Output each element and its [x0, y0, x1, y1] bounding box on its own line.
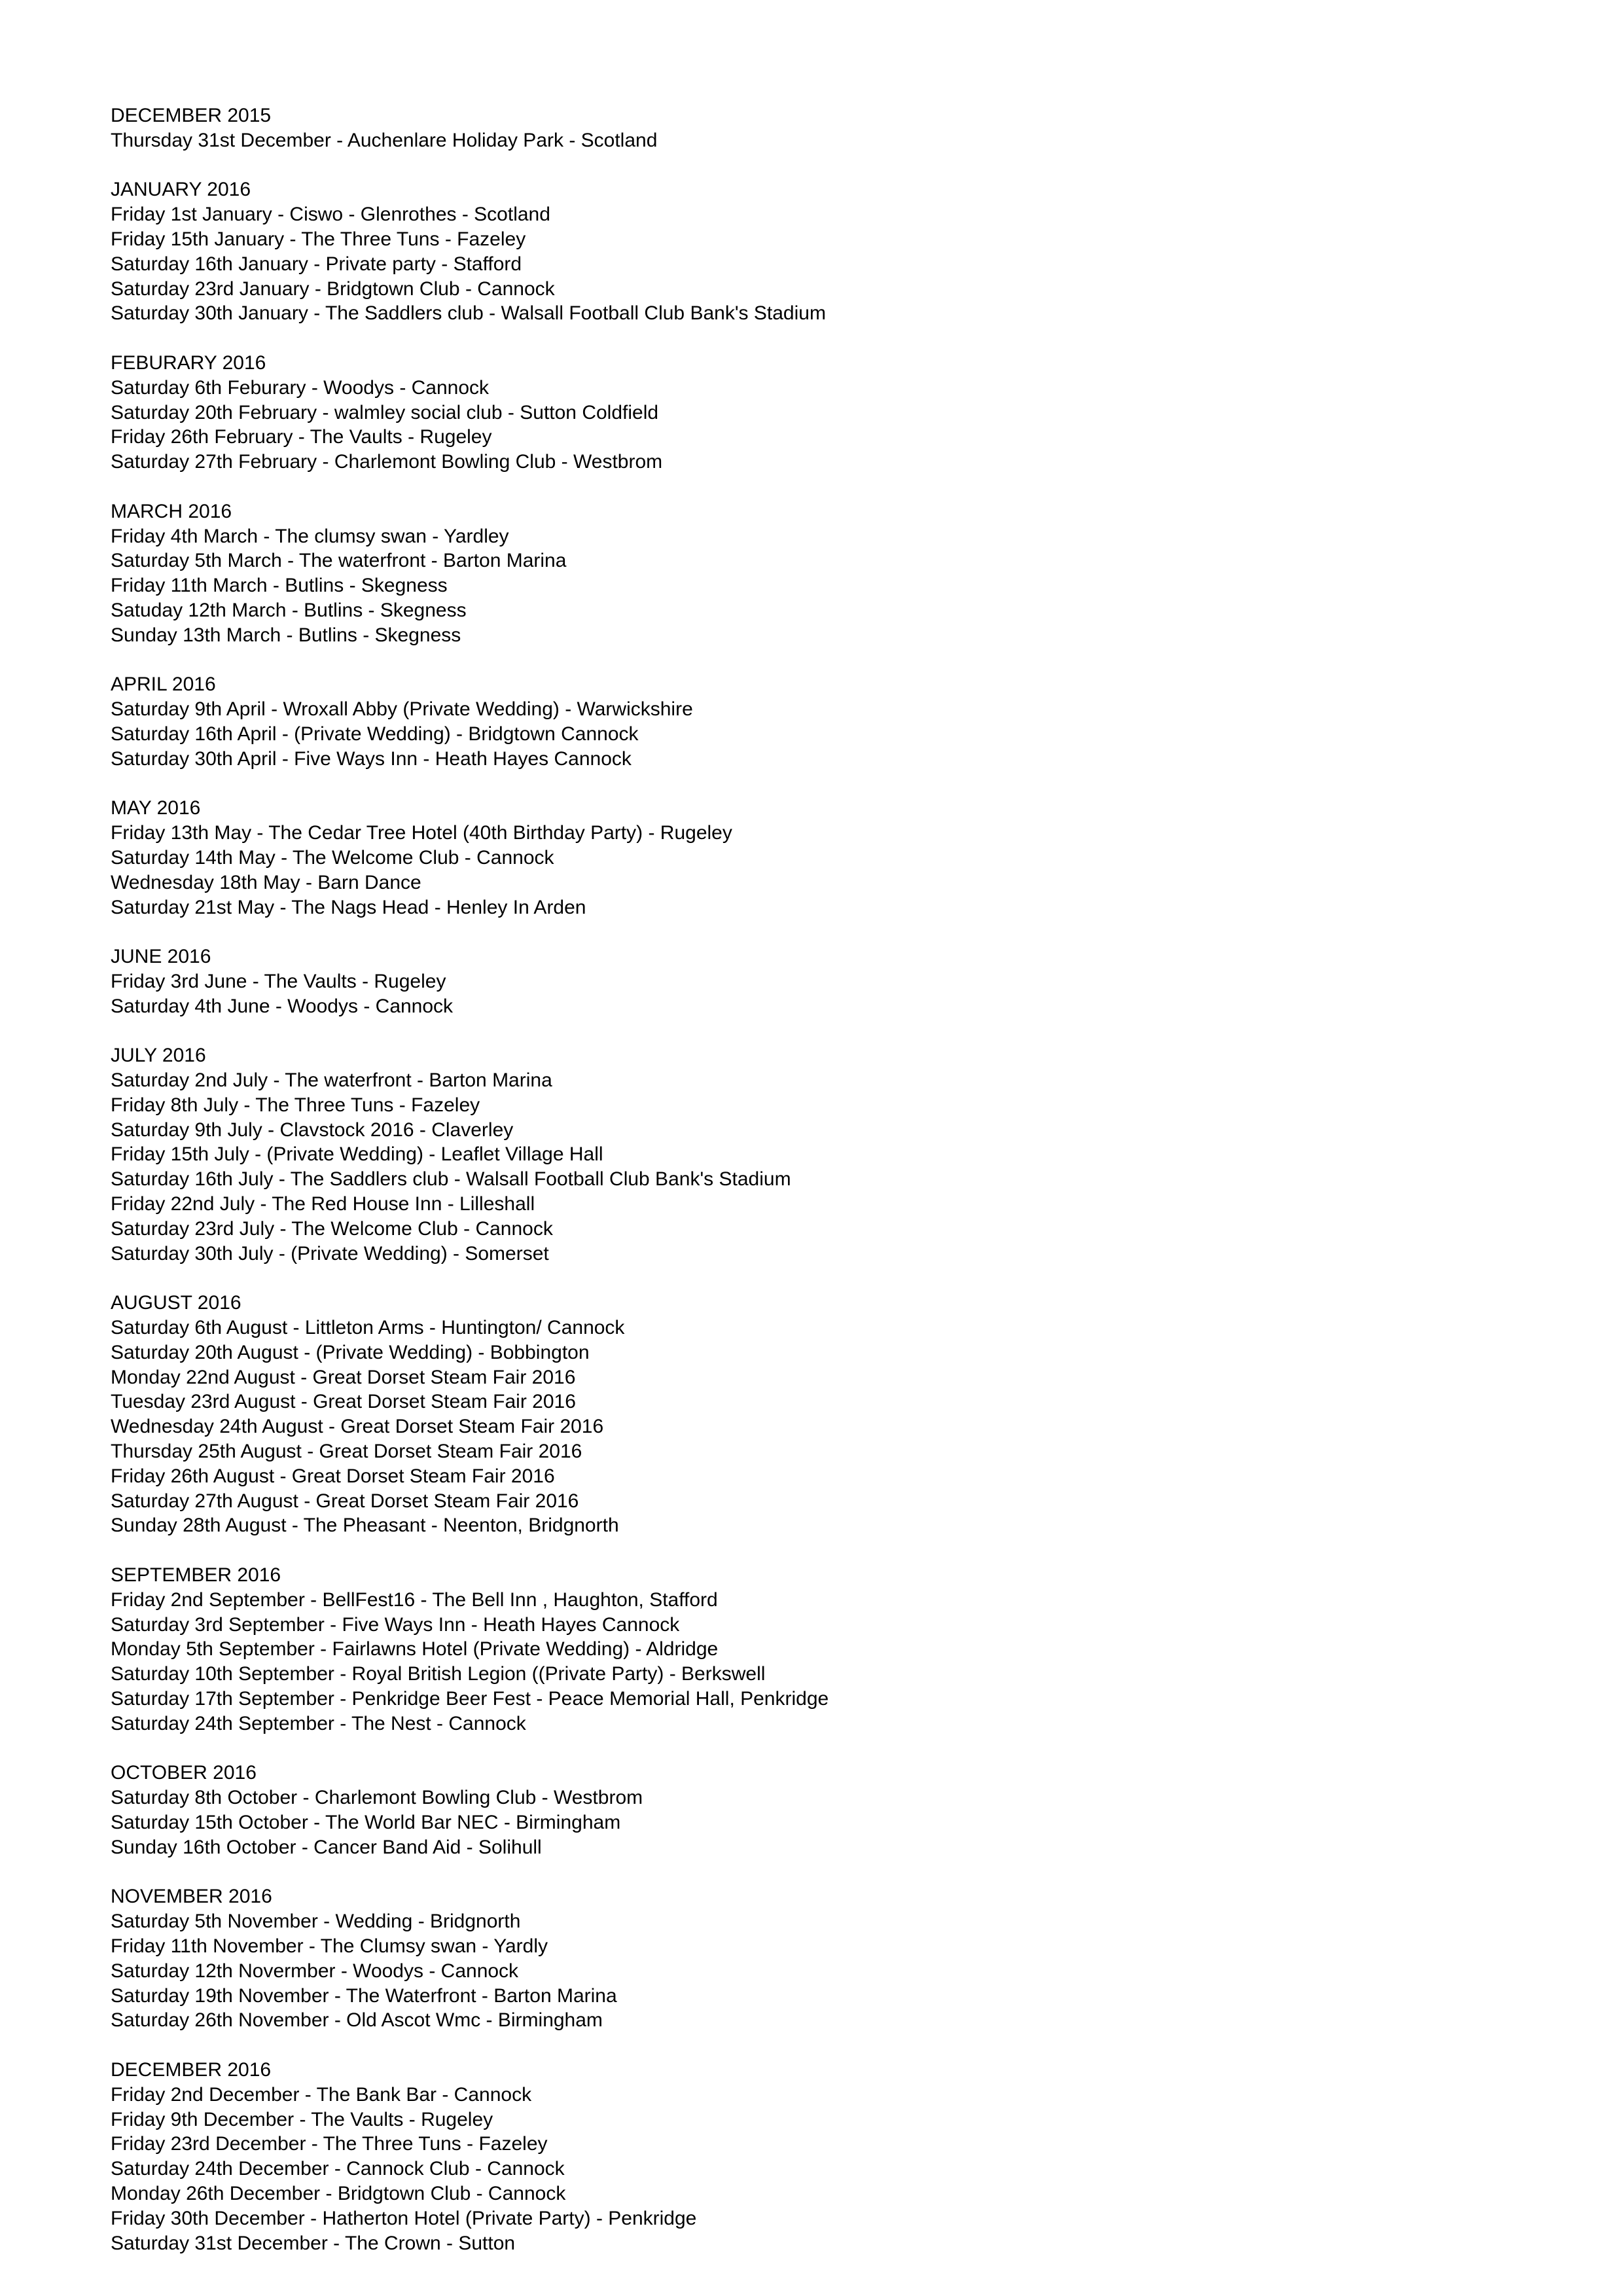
gig-entry: Friday 30th December - Hatherton Hotel (Private Party) - Penkridge [111, 2207, 697, 2229]
gig-entry: Saturday 6th August - Littleton Arms - Huntington/ Cannock [111, 1317, 625, 1339]
gig-entry: Saturday 8th October - Charlemont Bowling Club - Westbrom [111, 1787, 643, 1809]
gig-entry: Saturday 15th October - The World Bar NEC - Birmingham [111, 1811, 621, 1833]
gig-entry: Friday 2nd December - The Bank Bar - Cannock [111, 2083, 532, 2106]
month-section [111, 1761, 829, 1859]
month-section [111, 351, 829, 475]
gig-entry: Saturday 12th Novermber - Woodys - Cannock [111, 1960, 519, 1982]
gig-entry: Saturday 24th September - The Nest - Cannock [111, 1712, 526, 1734]
gig-entry: Saturday 20th August - (Private Wedding) - Bobbington [111, 1341, 590, 1363]
month-section [111, 796, 829, 920]
gig-entry: Friday 3rd June - The Vaults - Rugeley [111, 970, 446, 992]
gig-entry: Friday 15th July - (Private Wedding) - Leaflet Village Hall [111, 1143, 603, 1166]
gig-entry: Saturday 16th April - (Private Wedding) - Bridgtown Cannock [111, 723, 639, 745]
gig-listing-document [111, 103, 829, 2280]
gig-entry: Saturday 4th June - Woodys - Cannock [111, 995, 454, 1017]
gig-entry: Saturday 14th May - The Welcome Club - Cannock [111, 846, 554, 869]
gig-entry: Saturday 16th July - The Saddlers club - Walsall Football Club Bank's Stadium [111, 1168, 791, 1191]
gig-entry: Saturday 19th November - The Waterfront - Barton Marina [111, 1984, 617, 2007]
gig-entry: Saturday 5th March - The waterfront - Barton Marina [111, 550, 567, 572]
gig-entry: Saturday 10th September - Royal British Legion ((Private Party) - Berkswell [111, 1663, 766, 1685]
gig-entry: Monday 22nd August - Great Dorset Steam Fair 2016 [111, 1366, 576, 1388]
gig-entry: Saturday 5th November - Wedding - Bridgnorth [111, 1910, 521, 1933]
gig-entry: Friday 23rd December - The Three Tuns - Fazeley [111, 2133, 548, 2155]
gig-entry: Saturday 30th January - The Saddlers club - Walsall Football Club Bank's Stadium [111, 302, 826, 325]
month-section [111, 944, 829, 1018]
month-section [111, 177, 829, 326]
gig-entry: Saturday 31st December - The Crown - Sutton [111, 2232, 516, 2254]
month-heading: DECEMBER 2016 [111, 2058, 272, 2081]
month-heading: DECEMBER 2015 [111, 105, 272, 126]
month-section [111, 2058, 829, 2255]
month-heading: NOVEMBER 2016 [111, 1886, 272, 1908]
gig-entry: Friday 11th March - Butlins - Skegness [111, 575, 448, 597]
month-section [111, 103, 829, 153]
month-heading: APRIL 2016 [111, 673, 216, 696]
gig-entry: Thursday 31st December - Auchenlare Holiday Park - Scotland [111, 129, 658, 151]
month-section [111, 1291, 829, 1538]
month-heading: SEPTEMBER 2016 [111, 1564, 281, 1587]
gig-entry: Friday 8th July - The Three Tuns - Fazeley [111, 1094, 480, 1116]
month-heading: JULY 2016 [111, 1045, 206, 1067]
gig-entry: Satuday 12th March - Butlins - Skegness [111, 599, 467, 621]
gig-entry: Saturday 6th Feburary - Woodys - Cannock [111, 376, 490, 399]
gig-entry: Saturday 9th July - Clavstock 2016 - Claverley [111, 1119, 514, 1141]
gig-entry: Friday 1st January - Ciswo - Glenrothes - Scotland [111, 204, 550, 226]
gig-entry: Saturday 3rd September - Five Ways Inn - Heath Hayes Cannock [111, 1613, 680, 1636]
gig-entry: Friday 11th November - The Clumsy swan - Yardly [111, 1935, 548, 1957]
gig-entry: Friday 2nd September - BellFest16 - The Bell Inn , Haughton, Stafford [111, 1588, 718, 1611]
gig-entry: Friday 15th January - The Three Tuns - Fazeley [111, 228, 526, 250]
gig-entry: Saturday 27th August - Great Dorset Steam Fair 2016 [111, 1490, 579, 1512]
month-section [111, 1563, 829, 1736]
gig-entry: Friday 9th December - The Vaults - Rugeley [111, 2108, 493, 2130]
gig-entry: Wednesday 24th August - Great Dorset Steam Fair 2016 [111, 1416, 604, 1438]
gig-entry: Saturday 24th December - Cannock Club - Cannock [111, 2158, 565, 2180]
gig-entry: Saturday 26th November - Old Ascot Wmc - Birmingham [111, 2009, 603, 2032]
month-heading: JANUARY 2016 [111, 179, 251, 201]
month-heading: FEBURARY 2016 [111, 351, 266, 374]
month-heading: AUGUST 2016 [111, 1292, 241, 1314]
month-heading: JUNE 2016 [111, 946, 211, 968]
gig-entry: Sunday 16th October - Cancer Band Aid - Solihull [111, 1836, 542, 1858]
month-section [111, 672, 829, 771]
month-heading: MARCH 2016 [111, 500, 232, 522]
gig-entry: Saturday 30th July - (Private Wedding) - Somerset [111, 1242, 549, 1265]
gig-entry: Friday 4th March - The clumsy swan - Yardley [111, 525, 509, 547]
month-heading: MAY 2016 [111, 797, 201, 819]
gig-entry: Sunday 28th August - The Pheasant - Neenton, Bridgnorth [111, 1515, 619, 1537]
gig-entry: Saturday 9th April - Wroxall Abby (Private Wedding) - Warwickshire [111, 698, 693, 721]
gig-entry: Saturday 21st May - The Nags Head - Henley In Arden [111, 896, 586, 918]
gig-entry: Saturday 16th January - Private party - Stafford [111, 253, 522, 275]
month-heading: OCTOBER 2016 [111, 1762, 257, 1784]
gig-entry: Monday 5th September - Fairlawns Hotel (Private Wedding) - Aldridge [111, 1638, 719, 1660]
gig-entry: Saturday 23rd July - The Welcome Club - Cannock [111, 1217, 553, 1240]
month-section [111, 1884, 829, 2033]
gig-entry: Wednesday 18th May - Barn Dance [111, 871, 421, 893]
gig-entry: Friday 13th May - The Cedar Tree Hotel (40th Birthday Party) - Rugeley [111, 822, 732, 844]
gig-entry: Friday 26th August - Great Dorset Steam Fair 2016 [111, 1465, 555, 1487]
gig-entry: Saturday 2nd July - The waterfront - Barton Marina [111, 1069, 552, 1092]
gig-entry: Tuesday 23rd August - Great Dorset Steam Fair 2016 [111, 1391, 576, 1413]
gig-entry: Saturday 23rd January - Bridgtown Club - Cannock [111, 278, 555, 300]
gig-entry: Saturday 17th September - Penkridge Beer Fest - Peace Memorial Hall, Penkridge [111, 1688, 829, 1710]
gig-entry: Friday 26th February - The Vaults - Rugeley [111, 426, 492, 448]
month-section [111, 1043, 829, 1266]
gig-entry: Sunday 13th March - Butlins - Skegness [111, 624, 461, 646]
gig-entry: Thursday 25th August - Great Dorset Steam Fair 2016 [111, 1441, 582, 1463]
gig-entry: Saturday 20th February - walmley social club - Sutton Coldfield [111, 401, 659, 423]
gig-entry: Friday 22nd July - The Red House Inn - Lilleshall [111, 1193, 535, 1215]
month-section [111, 499, 829, 648]
gig-entry: Saturday 30th April - Five Ways Inn - Heath Hayes Cannock [111, 747, 632, 770]
gig-entry: Monday 26th December - Bridgtown Club - Cannock [111, 2182, 566, 2204]
gig-entry: Saturday 27th February - Charlemont Bowling Club - Westbrom [111, 451, 663, 473]
